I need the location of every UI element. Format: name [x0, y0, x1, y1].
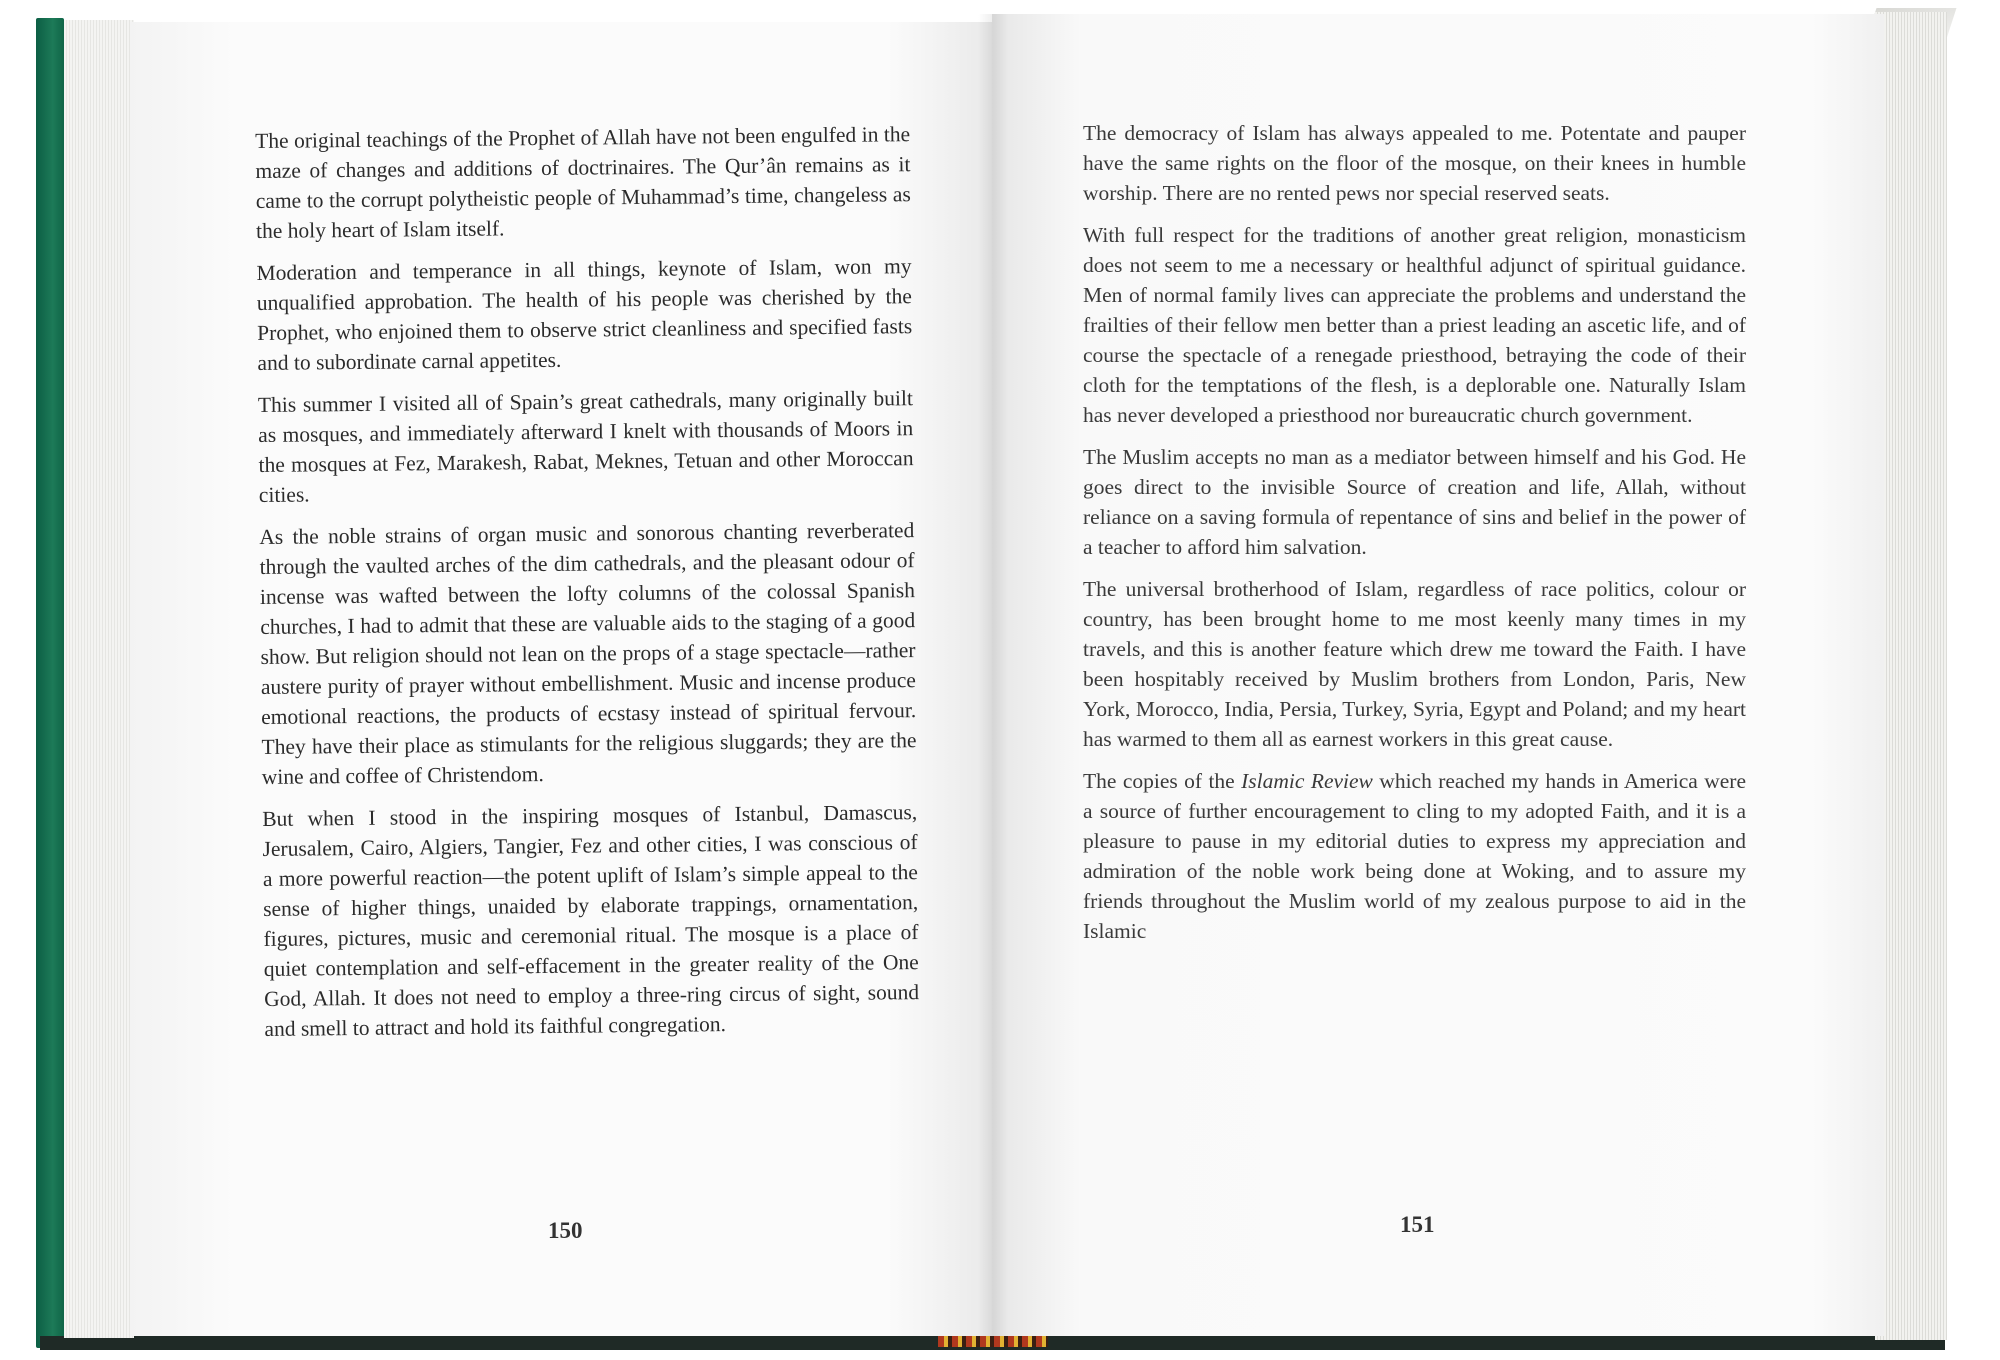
paragraph: The universal brotherhood of Islam, regardless of race politics, colour or country, has been brought home to me most keenly many times in my travels, and this is another feature which drew me toward the Faith. I have been hospitably received by Muslim brothers from London, Paris, New York, Morocco, India, Persia, Turkey, Syria, Egypt and Poland; and my heart has warmed to them all as earnest workers in this great cause.: [1083, 577, 1746, 751]
left-page-text: [255, 119, 920, 1056]
paragraph: Moderation and temperance in all things, keynote of Islam, won my unqualified approbation. The health of his people was cherished by the Prophet, who enjoined them to observe strict cleanliness and specified fasts and to subordinate carnal appetites.: [256, 254, 913, 375]
paragraph: The democracy of Islam has always appealed to me. Potentate and pauper have the same rights on the floor of the mosque, on their knees in humble worship. There are no rented pews nor special reserved seats.: [1083, 121, 1746, 205]
page-edges-left: [64, 20, 134, 1338]
page-number-right: 151: [1400, 1212, 1435, 1237]
journal-title: Islamic Review: [1241, 769, 1373, 793]
page-number-left: 150: [548, 1218, 583, 1243]
book-cover-left: [36, 18, 64, 1348]
page-edges-right: [1875, 12, 1947, 1340]
paragraph: With full respect for the traditions of another great religion, monasticism does not seem to me a necessary or healthful adjunct of spiritual guidance. Men of normal family lives can appreciate the problems and understand the frailties of their fellow men better than a priest leading an ascetic life, and of course the spectacle of a renegade priesthood, betraying the code of their cloth for the temptations of the flesh, is a deplorable one. Naturally Islam has never developed a priesthood nor bureaucratic church government.: [1083, 223, 1746, 427]
paragraph-text: The copies of the: [1083, 769, 1242, 793]
paragraph: The original teachings of the Prophet of Allah have not been engulfed in the maze of changes and additions of doctrinaires. The Qur’ân remains as it came to the corrupt polytheistic people of Muhammad’s time, changeless as the holy heart of Islam itself.: [255, 122, 911, 243]
paragraph-last: [1083, 766, 1746, 946]
paragraph: But when I stood in the inspiring mosques of Istanbul, Damascus, Jerusalem, Cairo, Algiers, Tangier, Fez and other cities, I was conscious of a more powerful reaction—the potent uplift of Islam’s simple appeal to the sense of higher things, unaided by elaborate trappings, ornamentation, figures, pictures, music and ceremonial ritual. The mosque is a place of quiet contemplation and self-effacement in the greater reality of the One God, Allah. It does not need to employ a three-ring circus of sight, sound and smell to attract and hold its faithful congregation.: [262, 800, 920, 1041]
paragraph-text: which reached my hands in America were a source of further encouragement to cling to my adopted Faith, and it is a pleasure to pause in my editorial duties to express my appreciation and admiration of the noble work being done at Woking, and to assure my friends throughout the Muslim world of my zealous purpose to aid in the Islamic: [1083, 769, 1746, 943]
paragraph: The Muslim accepts no man as a mediator between himself and his God. He goes direct to the invisible Source of creation and life, Allah, without reliance on a saving formula of repentance of sins and belief in the power of a teacher to afford him salvation.: [1083, 445, 1746, 559]
right-page-text: [1083, 118, 1746, 958]
book-gutter: [978, 14, 1008, 1336]
paragraph: This summer I visited all of Spain’s great cathedrals, many originally built as mosques, and immediately afterward I knelt with thousands of Moors in the mosques at Fez, Marakesh, Rabat, Meknes, Tetuan and other Moroccan cities.: [257, 386, 914, 507]
paragraph: As the noble strains of organ music and sonorous chanting reverberated through the vaulted arches of the dim cathedrals, and the pleasant odour of incense was wafted between the lofty columns of the colossal Spanish churches, I had to admit that these are valuable aids to the staging of a good show. But religion should not lean on the props of a stage spectacle—rather austere purity of prayer without embellishment. Music and incense produce emotional reactions, the products of ecstasy instead of spiritual fervour. They have their place as stimulants for the religious sluggards; they are the wine and coffee of Christendom.: [259, 518, 917, 789]
